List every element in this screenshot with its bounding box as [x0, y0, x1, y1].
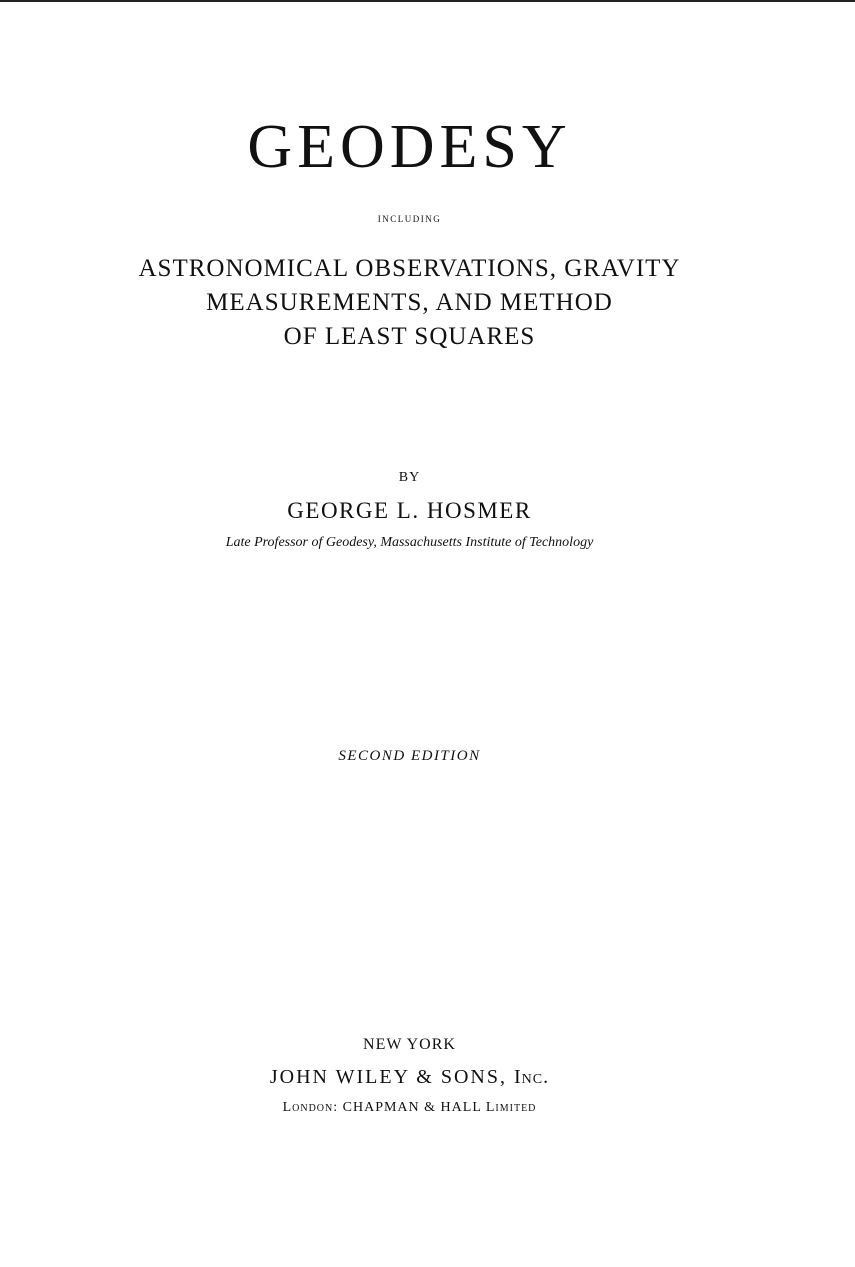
publisher-suffix: Inc.	[514, 1066, 550, 1088]
subtitle-line-2: MEASUREMENTS, AND METHOD	[206, 289, 613, 316]
book-title: GEODESY	[247, 113, 572, 181]
author-name: GEORGE L. HOSMER	[287, 498, 532, 523]
edition-label: SECOND EDITION	[338, 748, 481, 764]
publisher-city: NEW YORK	[363, 1036, 456, 1053]
london-publisher	[0, 1100, 837, 1116]
subtitle-line-3: OF LEAST SQUARES	[283, 323, 536, 350]
publisher-main: JOHN WILEY & SONS,	[269, 1066, 507, 1088]
london-suffix: Limited	[485, 1100, 537, 1115]
book-subtitle	[0, 252, 837, 354]
by-label: BY	[398, 470, 421, 485]
author-affiliation: Late Professor of Geodesy, Massachusetts Institute of Technology	[225, 535, 594, 550]
subtitle-line-1: ASTRONOMICAL OBSERVATIONS, GRAVITY	[138, 255, 681, 282]
top-border-line	[0, 0, 855, 2]
london-publisher-name: CHAPMAN & HALL	[342, 1100, 482, 1115]
london-prefix: London:	[282, 1100, 339, 1115]
including-label: including	[377, 210, 442, 225]
publisher-name	[0, 1066, 837, 1089]
